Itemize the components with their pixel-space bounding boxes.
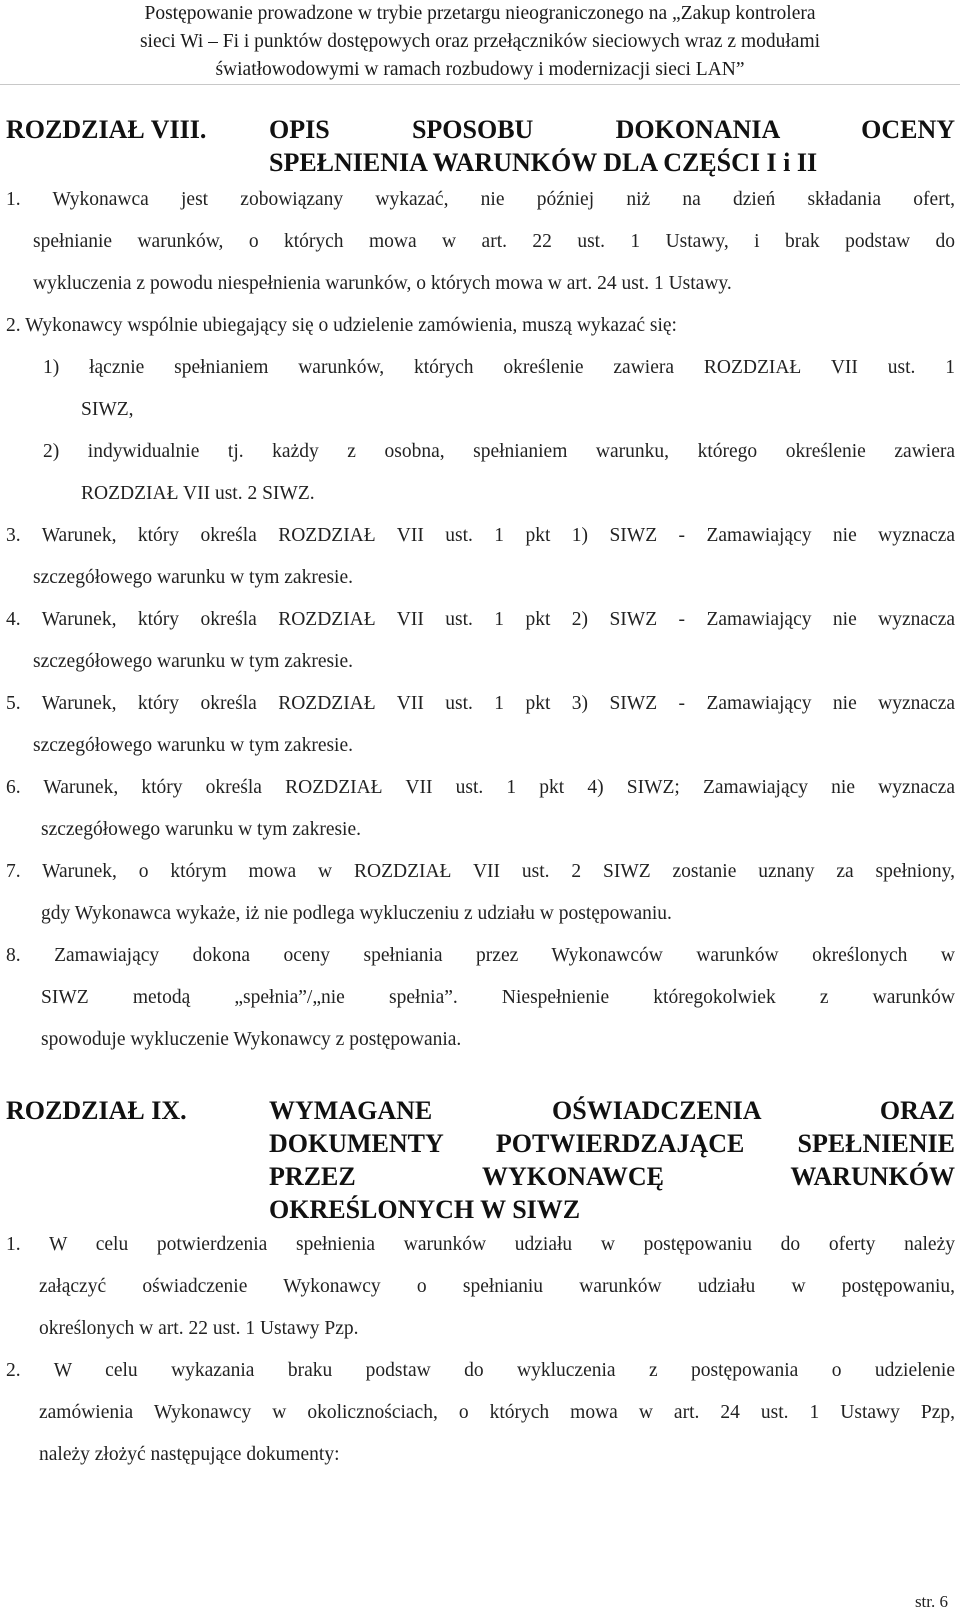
paragraph-line: spowoduje wykluczenie Wykonawcy z postępowania. (41, 1029, 462, 1050)
chapter-title-line: SPEŁNIENIA WARUNKÓW DLA CZĘŚCI I i II (269, 148, 818, 177)
paragraph-line: ROZDZIAŁ VII ust. 2 SIWZ. (81, 483, 315, 504)
paragraph-line: szczegółowego warunku w tym zakresie. (33, 735, 354, 756)
paragraph-line: 2. W celu wykazania braku podstaw do wykluczenia z postępowania o udzielenie (6, 1360, 955, 1381)
page-number: str. 6 (914, 1592, 948, 1611)
chapter-9-heading (6, 1094, 956, 1228)
header-line: światłowodowymi w ramach rozbudowy i modernizacji sieci LAN” (215, 59, 745, 80)
paragraph-line: gdy Wykonawca wykaże, iż nie podlega wykluczeniu z udziału w postępowaniu. (41, 903, 672, 924)
header-line: sieci Wi – Fi i punktów dostępowych oraz przełączników sieciowych wraz z modułami (139, 31, 821, 52)
document-header (0, 0, 960, 85)
chapter-title (269, 1094, 955, 1226)
paragraph-line: załączyć oświadczenie Wykonawcy o spełnianiu warunków udziału w postępowaniu, (39, 1276, 955, 1297)
chapter-8-heading (6, 113, 956, 183)
chapter-title-line: DOKUMENTY POTWIERDZAJĄCE SPEŁNIENIE (269, 1129, 955, 1158)
paragraph-line: 5. Warunek, który określa ROZDZIAŁ VII ust. 1 pkt 3) SIWZ - Zamawiający nie wyznacza (6, 693, 955, 714)
paragraph-line: 8. Zamawiający dokona oceny spełniania przez Wykonawców warunków określonych w (6, 945, 955, 966)
paragraph-line: wykluczenia z powodu niespełnienia warunków, o których mowa w art. 24 ust. 1 Ustawy. (33, 273, 732, 294)
paragraph-line: szczegółowego warunku w tym zakresie. (33, 567, 354, 588)
paragraph-line: SIWZ metodą „spełnia”/„nie spełnia”. Niespełnienie któregokolwiek z warunków (41, 987, 955, 1008)
paragraph-line: 7. Warunek, o którym mowa w ROZDZIAŁ VII ust. 2 SIWZ zostanie uznany za spełniony, (6, 861, 955, 882)
header-line: Postępowanie prowadzone w trybie przetargu nieograniczonego na „Zakup kontrolera (144, 3, 816, 24)
chapter-title-line: OPIS SPOSOBU DOKONANIA OCENY (269, 115, 955, 144)
paragraph-line: spełnianie warunków, o których mowa w art. 22 ust. 1 Ustawy, i brak podstaw do (33, 231, 955, 252)
paragraph-line: SIWZ, (81, 399, 134, 420)
paragraph-line: 2) indywidualnie tj. każdy z osobna, spełnianiem warunku, którego określenie zawiera (43, 441, 955, 462)
chapter-title-line: OKREŚLONYCH W SIWZ (269, 1195, 581, 1224)
paragraph-line: 6. Warunek, który określa ROZDZIAŁ VII ust. 1 pkt 4) SIWZ; Zamawiający nie wyznacza (6, 777, 955, 798)
paragraph-line: należy złożyć następujące dokumenty: (39, 1444, 340, 1465)
paragraph-line: 3. Warunek, który określa ROZDZIAŁ VII ust. 1 pkt 1) SIWZ - Zamawiający nie wyznacza (6, 525, 955, 546)
paragraph-line: zamówienia Wykonawcy w okolicznościach, o których mowa w art. 24 ust. 1 Ustawy Pzp, (39, 1402, 955, 1423)
paragraph-line: 2. Wykonawcy wspólnie ubiegający się o udzielenie zamówienia, muszą wykazać się: (6, 315, 677, 336)
paragraph-line: szczegółowego warunku w tym zakresie. (41, 819, 362, 840)
chapter-number: ROZDZIAŁ VIII. (6, 115, 207, 144)
chapter-number: ROZDZIAŁ IX. (6, 1096, 187, 1125)
paragraph-line: określonych w art. 22 ust. 1 Ustawy Pzp. (39, 1318, 359, 1339)
paragraph-line: szczegółowego warunku w tym zakresie. (33, 651, 354, 672)
paragraph-line: 1. W celu potwierdzenia spełnienia warunków udziału w postępowaniu do oferty należy (6, 1234, 955, 1255)
paragraph-line: 4. Warunek, który określa ROZDZIAŁ VII ust. 1 pkt 2) SIWZ - Zamawiający nie wyznacza (6, 609, 955, 630)
chapter-title-line: PRZEZ WYKONAWCĘ WARUNKÓW (269, 1162, 955, 1191)
paragraph-line: 1) łącznie spełnianiem warunków, których określenie zawiera ROZDZIAŁ VII ust. 1 (43, 357, 955, 378)
paragraph-line: 1. Wykonawca jest zobowiązany wykazać, nie później niż na dzień składania ofert, (6, 189, 955, 210)
chapter-title-line: WYMAGANE OŚWIADCZENIA ORAZ (269, 1096, 955, 1125)
chapter-title (269, 113, 955, 179)
